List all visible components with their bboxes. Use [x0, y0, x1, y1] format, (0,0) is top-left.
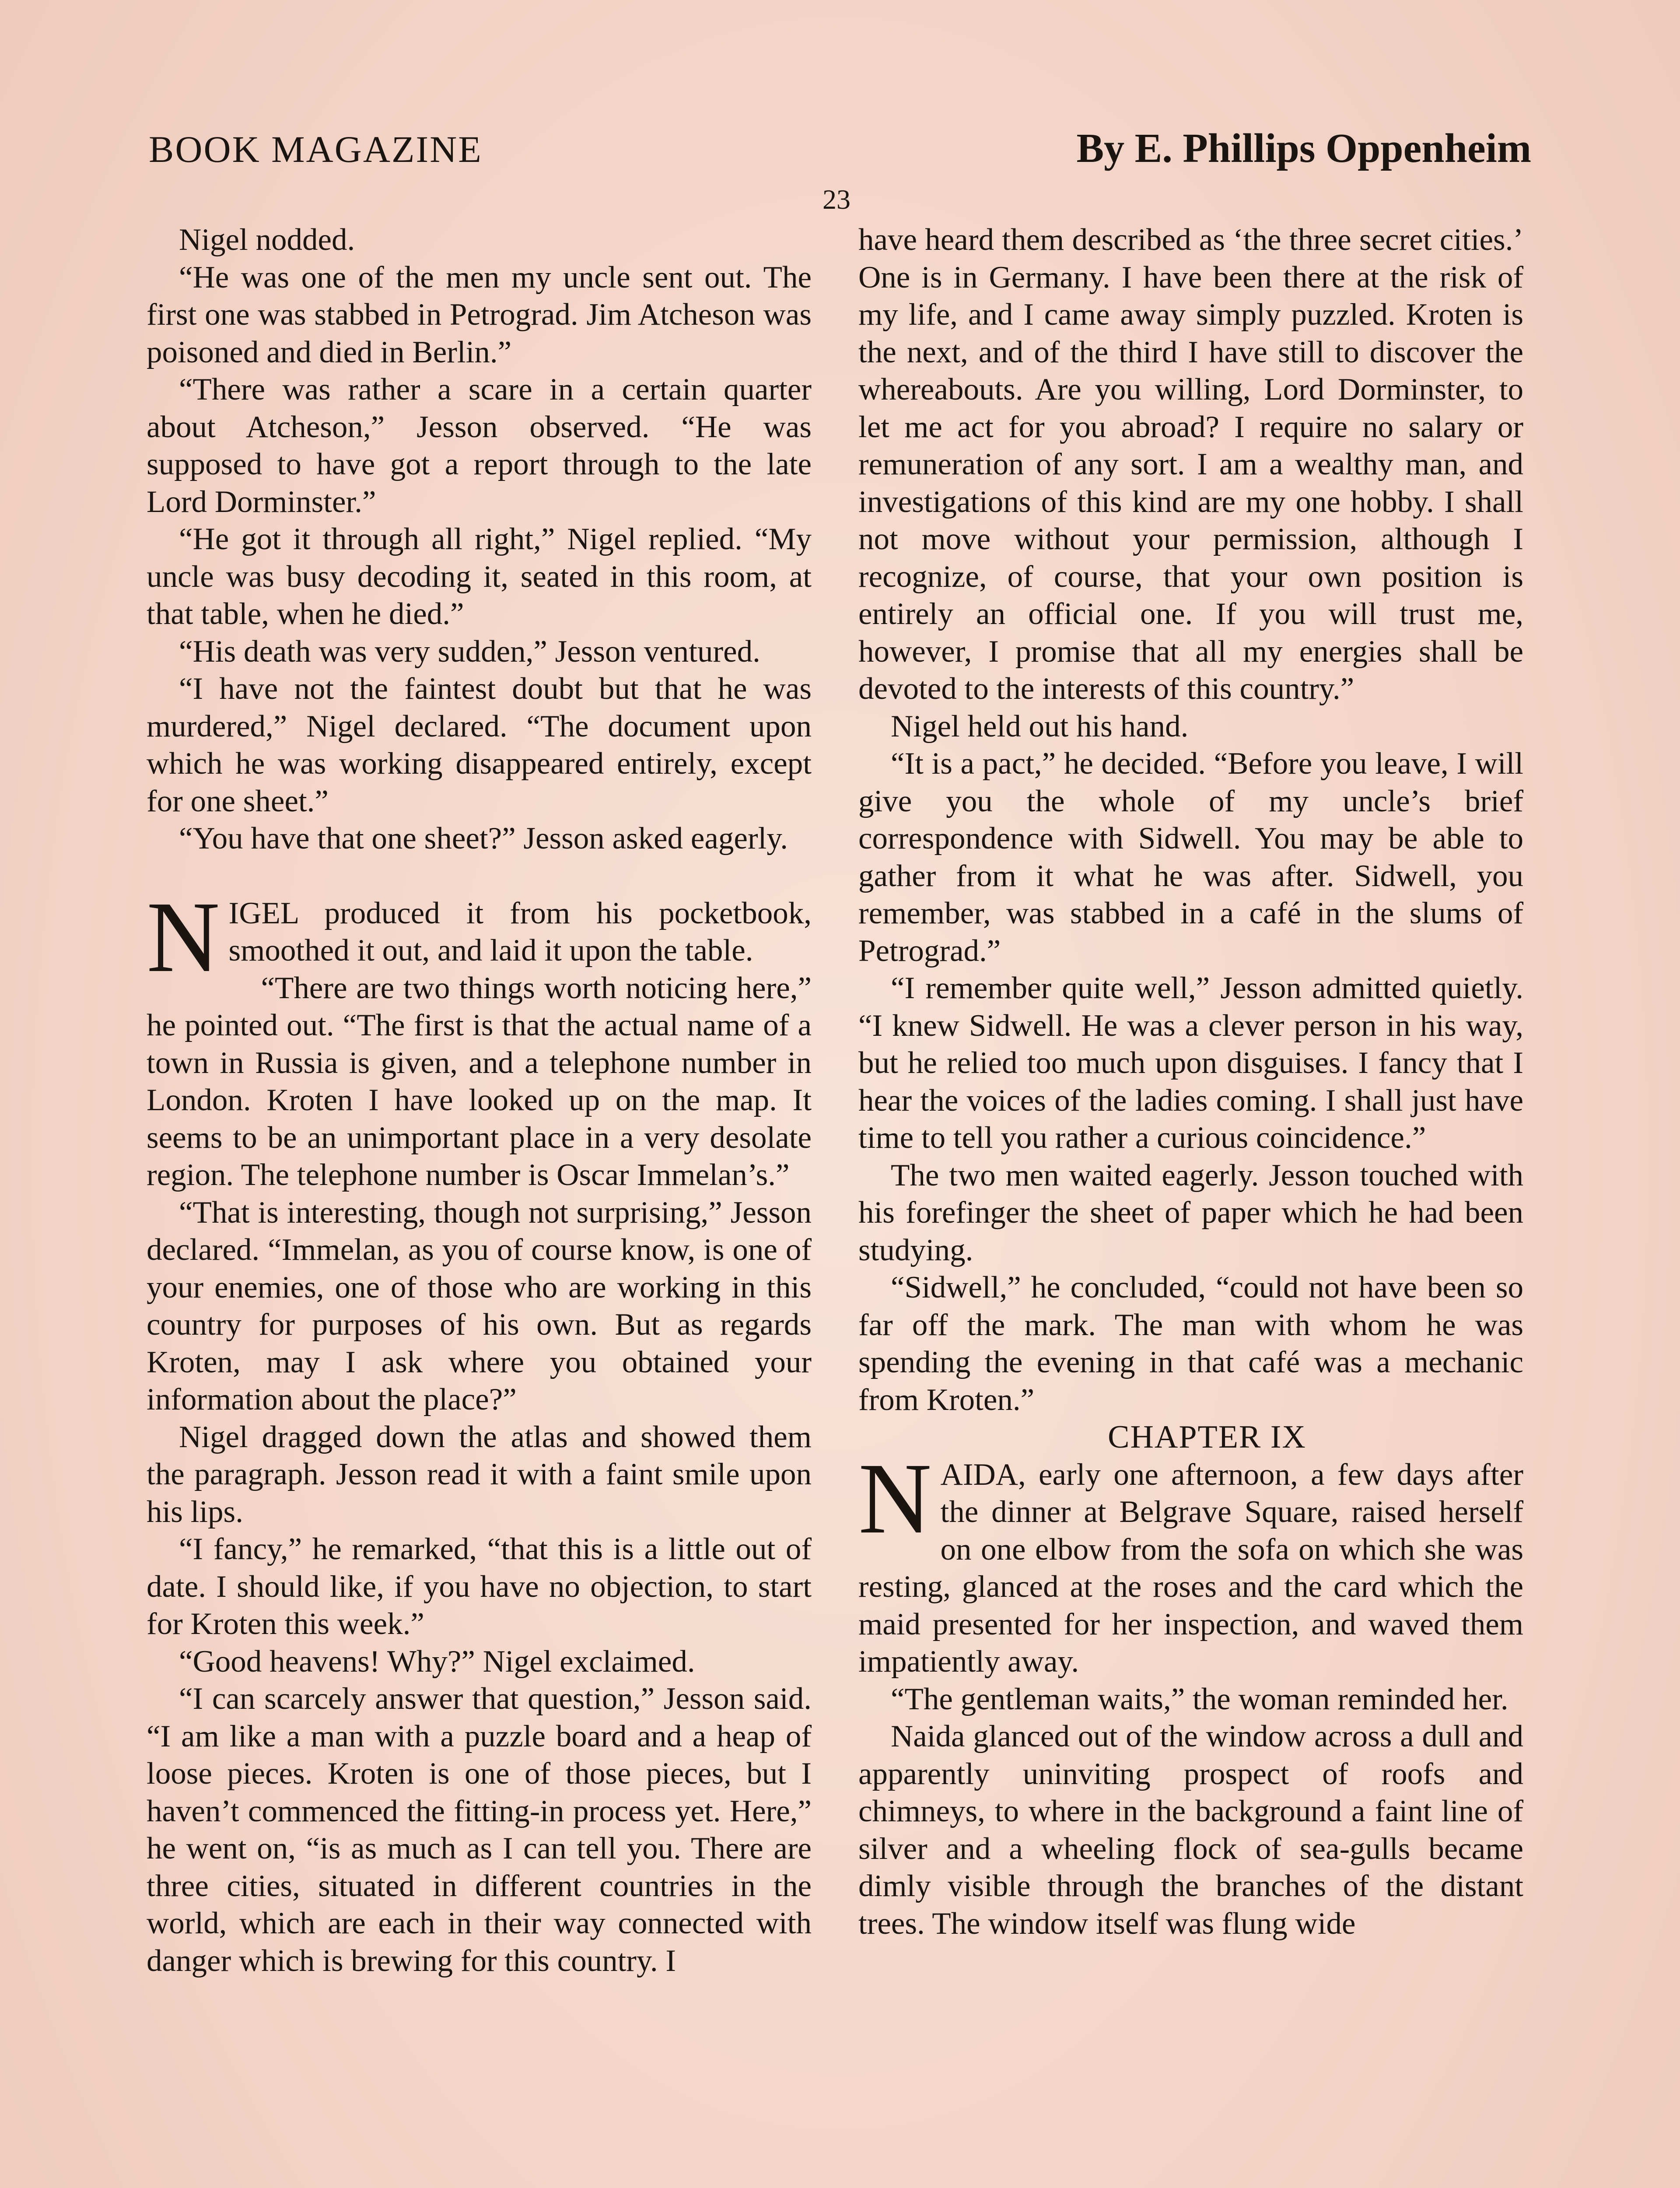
paragraph: “There are two things worth noticing here,” he pointed out. “The first is that the actual name of a town in Russia is given, and a telephone number in London. Kroten I have looked up on the map. It seems to be an unimportant place in a very desolate region. The telephone number is Oscar Immelan’s.” — [147, 971, 812, 1192]
dropcap-paragraph — [858, 1442, 1523, 1681]
paragraph: “Good heavens! Why?” Nigel exclaimed. — [179, 1644, 695, 1679]
paragraph: “That is interesting, though not surprising,” Jesson declared. “Immelan, as you of course know, is one of your enemies, one of those who are working in this country for purposes of his own. But as regards Kroten, may I ask where you obtained your information about the place?” — [147, 1195, 812, 1417]
dropcap-paragraph — [147, 880, 812, 993]
right-text-column — [858, 221, 1523, 1943]
publication-title: BOOK MAGAZINE — [149, 128, 483, 170]
paragraph: “I have not the faintest doubt but that he was murdered,” Nigel declared. “The document upon which he was working disappeared entirely, except for one sheet.” — [147, 672, 812, 818]
paragraph: “You have that one sheet?” Jesson asked eagerly. — [179, 821, 788, 856]
paragraph: “It is a pact,” he decided. “Before you leave, I will give you the whole of my uncle’s brief correspondence with Sidwell. You may be able to gather from it what he was after. Sidwell, you remember, was stabbed in a café in the slums of Petrograd.” — [858, 747, 1523, 968]
paragraph: “He was one of the men my uncle sent out. The first one was stabbed in Petrograd. Jim Atcheson was poisoned and died in Berlin.” — [147, 260, 812, 369]
page-number: 23 — [822, 184, 850, 215]
paragraph: “The gentleman waits,” the woman reminded her. — [891, 1682, 1508, 1716]
drop-cap-letter: N — [147, 880, 220, 993]
paragraph: The two men waited eagerly. Jesson touched with his forefinger the sheet of paper which he had been studying. — [858, 1158, 1523, 1267]
paragraph: “I remember quite well,” Jesson admitted quietly. “I knew Sidwell. He was a clever person in his way, but he relied too much upon disguises. I fancy that I hear the voices of the ladies coming. I shall just have time to tell you rather a curious coincidence.” — [858, 971, 1523, 1155]
paragraph: Nigel held out his hand. — [891, 709, 1189, 743]
chapter-heading: CHAPTER IX — [1108, 1419, 1306, 1455]
paragraph: Nigel dragged down the atlas and showed them the paragraph. Jesson read it with a faint smile upon his lips. — [147, 1420, 812, 1529]
paragraph: Naida glanced out of the window across a dull and apparently uninviting prospect of roofs and chimneys, to where in the background a faint line of silver and a wheeling flock of sea-gulls became dimly visible through the branches of the distant trees. The window itself was flung wide — [858, 1719, 1523, 1941]
paragraph-continued: have heard them described as ‘the three secret cities.’ One is in Germany. I have been there at the risk of my life, and I came away simply puzzled. Kroten is the next, and of the third I have still to discover the whereabouts. Are you willing, Lord Dorminster, to let me act for you abroad? I require no salary or remuneration of any sort. I am a wealthy man, and investigations of this kind are my one hobby. I shall not move without your permission, although I recognize, of course, that your own position is entirely an official one. If you will trust me, however, I promise that all my energies shall be devoted to the interests of this country.” — [858, 223, 1523, 706]
paragraph: “I fancy,” he remarked, “that this is a little out of date. I should like, if you have no objection, to start for Kroten this week.” — [147, 1532, 812, 1641]
dropcap-paragraph-text: IGEL produced it from his pocketbook, smoothed it out, and laid it upon the table. — [228, 896, 812, 968]
paragraph: Nigel nodded. — [179, 223, 355, 257]
drop-cap-letter: N — [858, 1442, 932, 1555]
left-text-column — [147, 221, 812, 1980]
dropcap-paragraph-text: AIDA, early one afternoon, a few days after the dinner at Belgrave Square, raised herself on one elbow from the sofa on which she was resting, glanced at the roses and the card which the maid presented for her inspection, and waved them impatiently away. — [858, 1457, 1523, 1679]
paragraph: “Sidwell,” he concluded, “could not have been so far off the mark. The man with whom he was spending the evening in that café was a mechanic from Kroten.” — [858, 1270, 1523, 1417]
paragraph: “He got it through all right,” Nigel replied. “My uncle was busy decoding it, seated in this room, at that table, when he died.” — [147, 522, 812, 631]
paragraph: “I can scarcely answer that question,” Jesson said. “I am like a man with a puzzle board and a heap of loose pieces. Kroten is one of those pieces, but I haven’t commenced the fitting-in process yet. Here,” he went on, “is as much as I can tell you. There are three cities, situated in different countries in the world, which are each in their way connected with danger which is brewing for this country. I — [147, 1682, 812, 1978]
author-byline: By E. Phillips Oppenheim — [1076, 126, 1531, 171]
paragraph: “His death was very sudden,” Jesson ventured. — [179, 634, 760, 669]
paragraph: “There was rather a scare in a certain quarter about Atcheson,” Jesson observed. “He was supposed to have got a report through to the late Lord Dorminster.” — [147, 372, 812, 519]
